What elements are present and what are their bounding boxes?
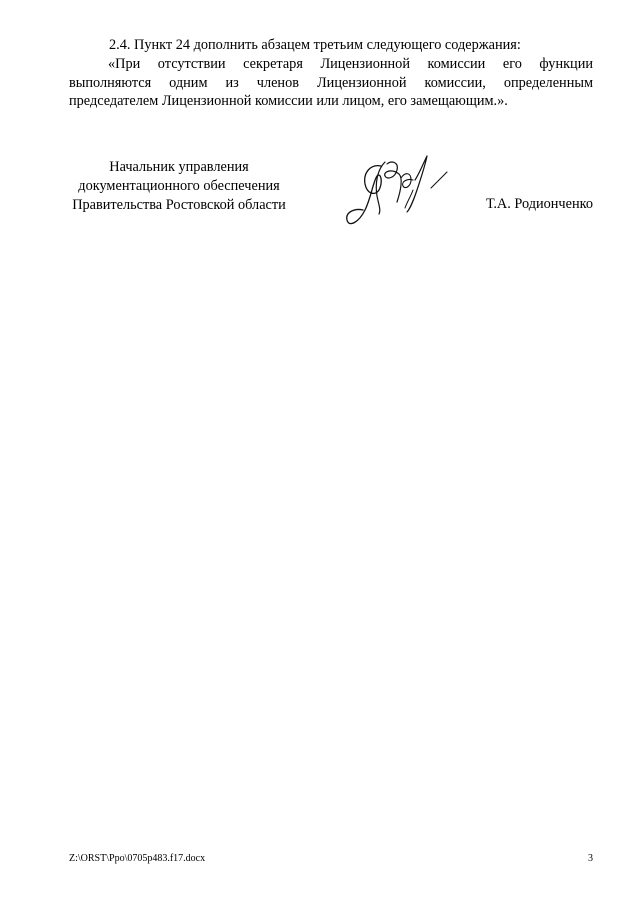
signatory-position-line: Правительства Ростовской области (72, 197, 286, 213)
footer-file-path: Z:\ORST\Ppo\0705p483.f17.docx (69, 853, 206, 864)
signatory-position-line: Начальник управления (109, 159, 249, 175)
page-number: 3 (588, 853, 593, 864)
paragraph-amendment-intro: 2.4. Пункт 24 дополнить абзацем третьим следующего содержания: (109, 37, 521, 53)
handwritten-signature (341, 150, 453, 232)
paragraph-amendment-text: «При отсутствии секретаря Лицензионной комиссии его функции выполняются одним из членов Лицензионной комиссии, определенным председателем Лицензионной комиссии или лицом, его замещающим.». (69, 56, 593, 109)
signatory-position (60, 158, 298, 215)
signatory-name: Т.А. Родионченко (486, 196, 593, 212)
signatory-position-line: документационного обеспечения (78, 178, 280, 194)
